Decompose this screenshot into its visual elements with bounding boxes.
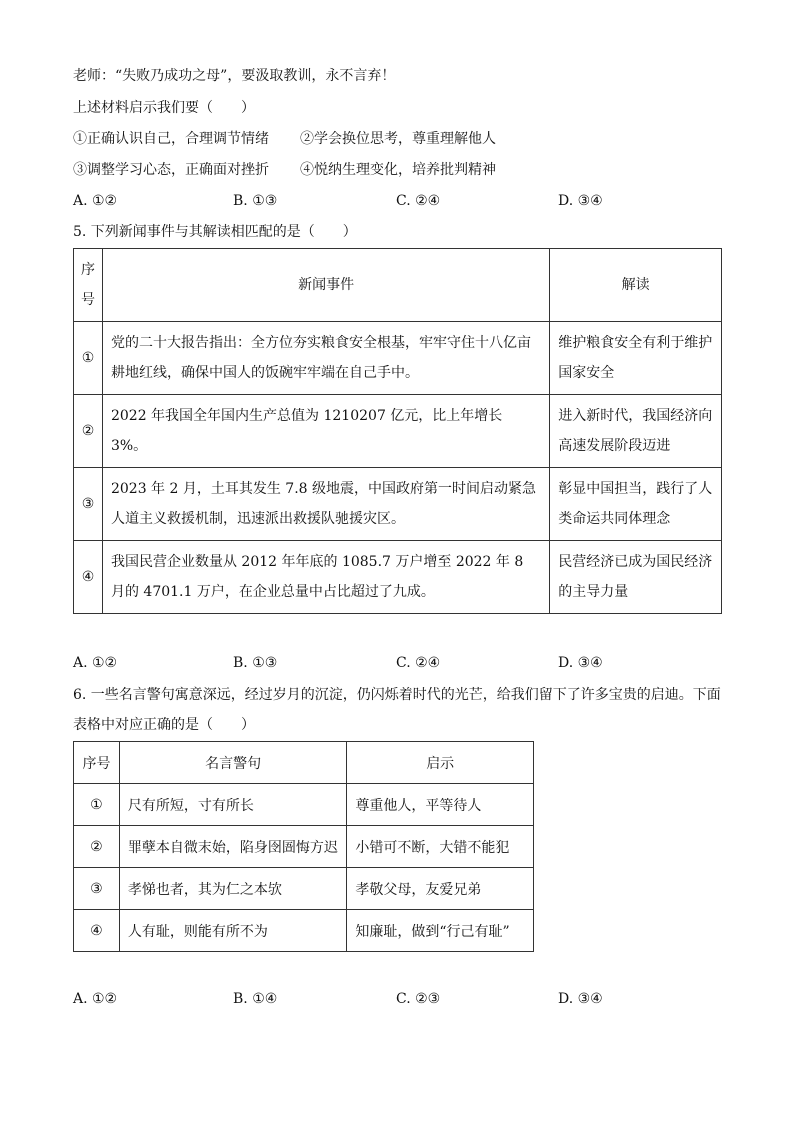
table-row <box>74 784 534 826</box>
option-d: D. ③④ <box>558 991 603 1007</box>
header-quote: 名言警句 <box>119 742 346 784</box>
option-b: B. ①④ <box>233 991 278 1007</box>
row-reading: 民营经济已成为国民经济的主导力量 <box>550 541 722 614</box>
row-num: ④ <box>74 910 120 952</box>
row-quote: 尺有所短，寸有所长 <box>119 784 346 826</box>
option-a: A. ①② <box>73 991 118 1007</box>
option-c: C. ②④ <box>396 193 441 209</box>
row-reading: 彰显中国担当，践行了人类命运共同体理念 <box>550 468 722 541</box>
row-lesson: 知廉耻，做到“行己有耻” <box>347 910 534 952</box>
row-reading: 维护粮食安全有利于维护国家安全 <box>550 322 722 395</box>
option-b: B. ①③ <box>233 655 278 671</box>
table-row <box>74 395 722 468</box>
teacher-quote: 老师：“失败乃成功之母”，要汲取教训，永不言弃！ <box>73 68 396 84</box>
row-num: ② <box>74 395 103 468</box>
option-b: B. ①③ <box>233 193 278 209</box>
row-num: ④ <box>74 541 103 614</box>
question-stem: 上述材料启示我们要（ ） <box>73 100 255 116</box>
row-quote: 人有耻，则能有所不为 <box>119 910 346 952</box>
choice-item-4: ④悦纳生理变化，培养批判精神 <box>300 162 496 178</box>
table-header-row <box>74 249 722 322</box>
header-num: 序 号 <box>74 249 103 322</box>
row-num: ① <box>74 322 103 395</box>
choice-item-3: ③调整学习心态，正确面对挫折 <box>73 162 269 178</box>
row-event: 2023 年 2 月，土耳其发生 7.8 级地震，中国政府第一时间启动紧急人道主义救援机制，迅速派出救援队驰援灾区。 <box>102 468 549 541</box>
option-c: C. ②④ <box>396 655 441 671</box>
q6-table <box>73 741 534 952</box>
option-c: C. ②③ <box>396 991 441 1007</box>
row-lesson: 孝敬父母，友爱兄弟 <box>347 868 534 910</box>
choice-item-1: ①正确认识自己，合理调节情绪 <box>73 131 269 147</box>
table-row <box>74 468 722 541</box>
row-num: ② <box>74 826 120 868</box>
row-num: ① <box>74 784 120 826</box>
row-num: ③ <box>74 468 103 541</box>
q5-stem: 5. 下列新闻事件与其解读相匹配的是（ ） <box>73 224 357 240</box>
table-row <box>74 826 534 868</box>
row-quote: 罪孽本自微末始，陷身囹圄悔方迟 <box>119 826 346 868</box>
row-lesson: 尊重他人，平等待人 <box>347 784 534 826</box>
table-row <box>74 868 534 910</box>
row-event: 党的二十大报告指出：全方位夯实粮食安全根基，牢牢守住十八亿亩耕地红线，确保中国人的饭碗牢牢端在自己手中。 <box>102 322 549 395</box>
option-d: D. ③④ <box>558 193 603 209</box>
q6-stem-line1: 6. 一些名言警句寓意深远，经过岁月的沉淀，仍闪烁着时代的光芒，给我们留下了许多宝贵的启迪。下面 <box>73 687 721 703</box>
q5-table <box>73 248 722 614</box>
option-a: A. ①② <box>73 655 118 671</box>
row-event: 2022 年我国全年国内生产总值为 1210207 亿元，比上年增长 3%。 <box>102 395 549 468</box>
row-reading: 进入新时代，我国经济向高速发展阶段迈进 <box>550 395 722 468</box>
table-row <box>74 910 534 952</box>
choice-item-2: ②学会换位思考，尊重理解他人 <box>300 131 496 147</box>
table-row <box>74 322 722 395</box>
row-quote: 孝悌也者，其为仁之本欤 <box>119 868 346 910</box>
option-d: D. ③④ <box>558 655 603 671</box>
row-num: ③ <box>74 868 120 910</box>
q6-stem-line2: 表格中对应正确的是（ ） <box>73 717 255 733</box>
table-header-row <box>74 742 534 784</box>
option-a: A. ①② <box>73 193 118 209</box>
row-event: 我国民营企业数量从 2012 年年底的 1085.7 万户增至 2022 年 8 月的 4701.1 万户，在企业总量中占比超过了九成。 <box>102 541 549 614</box>
row-lesson: 小错可不断，大错不能犯 <box>347 826 534 868</box>
header-lesson: 启示 <box>347 742 534 784</box>
header-num: 序号 <box>74 742 120 784</box>
table-row <box>74 541 722 614</box>
header-reading: 解读 <box>550 249 722 322</box>
header-event: 新闻事件 <box>102 249 549 322</box>
